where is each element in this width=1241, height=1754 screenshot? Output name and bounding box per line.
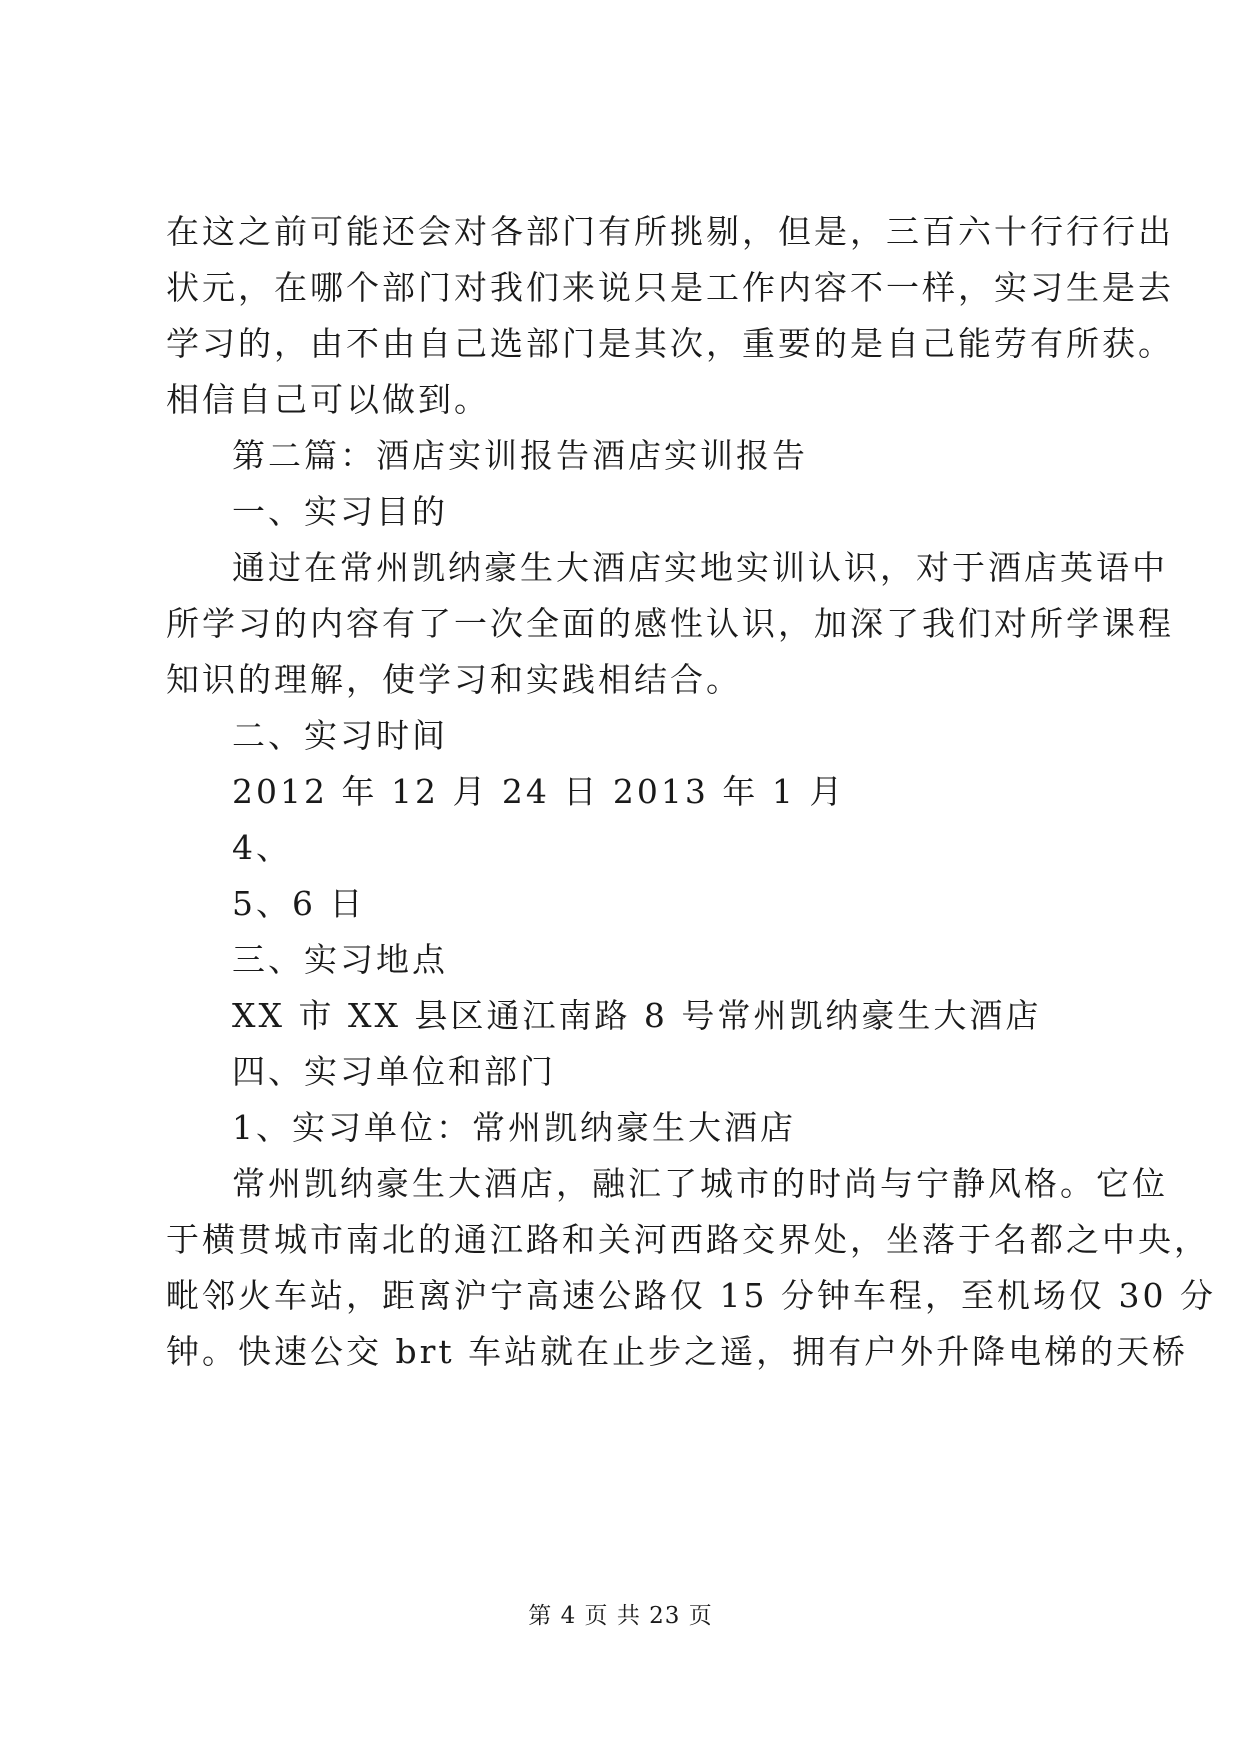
section-heading: 四、实习单位和部门	[232, 1052, 556, 1091]
section-heading: 第二篇：酒店实训报告酒店实训报告	[232, 436, 808, 475]
body-text-line: 2012 年 12 月 24 日 2013 年 1 月	[232, 772, 846, 811]
body-text-line: 学习的，由不由自己选部门是其次，重要的是自己能劳有所获。	[166, 324, 1174, 363]
body-text-line: 所学习的内容有了一次全面的感性认识，加深了我们对所学课程	[166, 604, 1174, 643]
body-text-line: XX 市 XX 县区通江南路 8 号常州凯纳豪生大酒店	[232, 996, 1042, 1035]
body-text-line: 毗邻火车站，距离沪宁高速公路仅 15 分钟车程，至机场仅 30 分	[166, 1276, 1216, 1315]
body-text-line: 于横贯城市南北的通江路和关河西路交界处，坐落于名都之中央，	[166, 1220, 1210, 1259]
section-heading: 二、实习时间	[232, 716, 448, 755]
body-text-line: 在这之前可能还会对各部门有所挑剔，但是，三百六十行行行出	[166, 212, 1174, 251]
body-text-line: 常州凯纳豪生大酒店，融汇了城市的时尚与宁静风格。它位	[232, 1164, 1168, 1203]
body-text-line: 状元，在哪个部门对我们来说只是工作内容不一样，实习生是去	[166, 268, 1174, 307]
section-heading: 三、实习地点	[232, 940, 448, 979]
page-footer: 第 4 页 共 23 页	[528, 1603, 713, 1629]
body-text-line: 5、6 日	[232, 884, 366, 923]
section-heading: 一、实习目的	[232, 492, 448, 531]
body-text-line: 通过在常州凯纳豪生大酒店实地实训认识，对于酒店英语中	[232, 548, 1168, 587]
body-text-line: 知识的理解，使学习和实践相结合。	[166, 660, 742, 699]
sub-heading: 1、实习单位：常州凯纳豪生大酒店	[232, 1108, 796, 1147]
body-text-line: 4、	[232, 828, 292, 867]
body-text-line: 钟。快速公交 brt 车站就在止步之遥，拥有户外升降电梯的天桥	[166, 1332, 1189, 1371]
body-text-line: 相信自己可以做到。	[166, 380, 490, 419]
